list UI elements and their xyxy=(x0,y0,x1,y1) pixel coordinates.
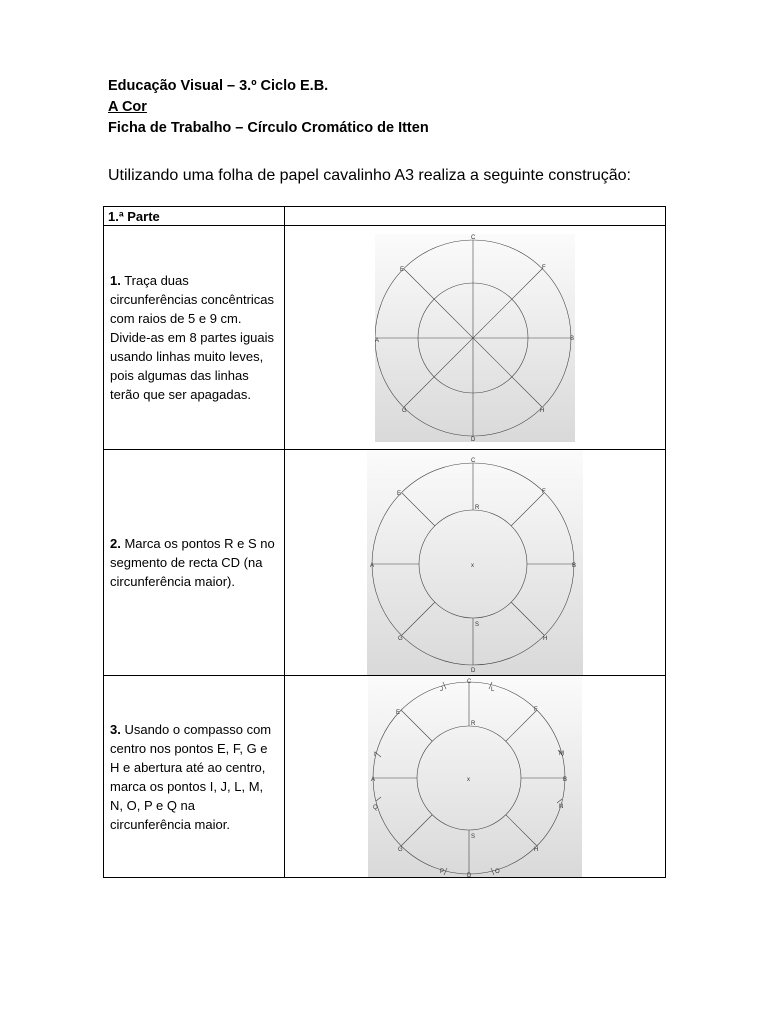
compass-arc-mark xyxy=(557,799,562,803)
step-3-text: 3. Usando o compasso com centro nos pontos E, F, G e H e abertura até ao centro, marca os pontos I, J, L, M, N, O, P e Q na circunferência maior. xyxy=(110,721,272,832)
point-label-e: E xyxy=(396,710,401,716)
center-mark: x xyxy=(471,563,474,569)
point-label-d: D xyxy=(471,668,476,674)
point-label-a: A xyxy=(371,777,376,783)
point-label-h: H xyxy=(543,636,548,642)
step-1-figure xyxy=(375,234,575,442)
point-label-a: A xyxy=(375,337,380,344)
point-label-d: D xyxy=(467,873,472,877)
worksheet-title: Ficha de Trabalho – Círculo Cromático de Itten xyxy=(108,120,429,136)
point-label-j: J xyxy=(440,687,443,693)
division-segment xyxy=(401,815,432,846)
point-label-f: F xyxy=(542,264,546,271)
point-label-i: I xyxy=(374,752,376,758)
division-segment xyxy=(511,493,544,526)
step-1-cell xyxy=(104,226,285,450)
point-label-h: H xyxy=(540,407,545,414)
point-label-a: A xyxy=(370,563,375,569)
point-label-g: G xyxy=(398,636,403,642)
point-label-n: N xyxy=(559,804,564,810)
point-label-d: D xyxy=(471,436,476,442)
division-segment xyxy=(506,815,537,846)
construction-steps-table xyxy=(103,206,666,878)
compass-arc-mark xyxy=(376,797,381,801)
point-label-c: C xyxy=(471,234,476,241)
step-2-cell xyxy=(104,450,285,676)
step-2-text: 2. Marca os pontos R e S no segmento de recta CD (na circunferência maior). xyxy=(110,536,275,589)
point-label-c: C xyxy=(471,458,476,464)
point-label-f: F xyxy=(534,707,538,713)
step-1-figure-cell xyxy=(285,226,666,450)
point-label-r: R xyxy=(471,721,476,727)
point-label-s: S xyxy=(471,834,476,840)
point-label-e: E xyxy=(400,266,405,273)
step-3-figure-cell xyxy=(285,676,666,878)
point-label-f: F xyxy=(542,489,546,495)
section-title: 1.ª Parte xyxy=(104,207,285,226)
point-label-q: Q xyxy=(373,805,378,811)
step-2-figure xyxy=(367,450,583,675)
center-mark: x xyxy=(467,777,470,783)
point-label-g: G xyxy=(402,407,407,414)
worksheet-header xyxy=(108,76,429,139)
instructions-intro: Utilizando uma folha de papel cavalinho A3 realiza a seguinte construção: xyxy=(108,167,631,184)
step-3-cell xyxy=(104,676,285,878)
point-label-r: R xyxy=(475,505,480,511)
point-label-e: E xyxy=(397,491,402,497)
division-segment xyxy=(511,602,544,635)
point-label-l: L xyxy=(491,687,495,693)
division-segment xyxy=(402,493,435,526)
step-2-figure-cell xyxy=(285,450,666,676)
point-label-p: P xyxy=(440,869,445,875)
point-label-b: B xyxy=(563,777,568,783)
point-label-o: O xyxy=(495,869,500,875)
point-label-c: C xyxy=(467,679,472,685)
step-1-text: 1. Traça duas circunferências concêntricas com raios de 5 e 9 cm. Divide-as em 8 partes iguais usando linhas muito leves, pois algumas das linhas terão que ser apagadas. xyxy=(110,273,275,402)
point-label-m: M xyxy=(559,751,564,757)
point-label-s: S xyxy=(475,622,480,628)
point-label-g: G xyxy=(398,847,403,853)
division-segment xyxy=(506,710,537,741)
point-label-h: H xyxy=(534,847,539,853)
division-segment xyxy=(401,710,432,741)
point-label-b: B xyxy=(572,563,577,569)
point-label-b: B xyxy=(570,335,575,342)
step-3-figure xyxy=(368,676,582,877)
topic-title: A Cor xyxy=(108,99,147,115)
subject-title: Educação Visual – 3.º Ciclo E.B. xyxy=(108,78,329,94)
section-title-blank xyxy=(285,207,666,226)
division-segment xyxy=(402,602,435,635)
